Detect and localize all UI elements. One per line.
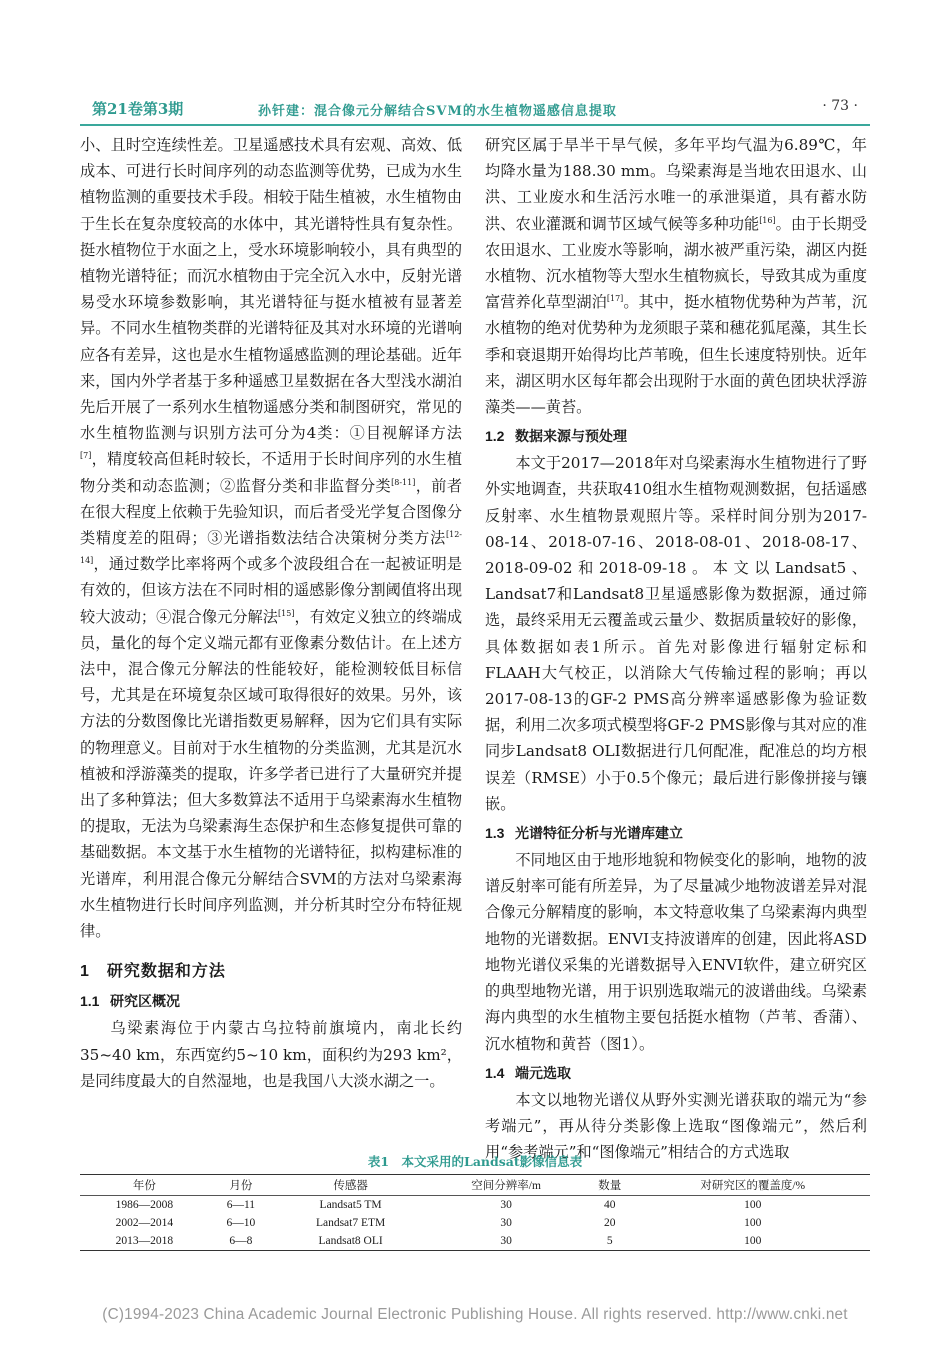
study-area-paragraph: 乌梁素海位于内蒙古乌拉特前旗境内，南北长约35~40 km，东西宽约5~10 km，面积约为293 km²，是同纬度最大的自然湿地，也是我国八大淡水湖之一。 xyxy=(80,1019,462,1090)
subsection-heading: 1.3 光谱特征分析与光谱库建立 xyxy=(485,825,683,842)
table-cell: 100 xyxy=(744,1199,762,1211)
citation[interactable]: [8-11] xyxy=(391,477,416,487)
running-title: 孙钎建：混合像元分解结合SVM的水生植物遥感信息提取 xyxy=(258,104,617,119)
subsection-heading: 1.4 端元选取 xyxy=(485,1064,571,1081)
header-rule xyxy=(80,124,870,126)
copyright-footer: (C)1994-2023 China Academic Journal Electronic Publishing House. All rights reserved. http://www.cnki.net xyxy=(102,1306,848,1323)
endmember-paragraph: 本文以地物光谱仪从野外实测光谱获取的端元为“参考端元”，再从待分类影像上选取“图像端元”，然后利用“参考端元”和“图像端元”相结合的方式选取 xyxy=(485,1090,867,1162)
table-cell: 5 xyxy=(606,1235,613,1247)
left-column xyxy=(80,132,462,1094)
citation[interactable]: [7] xyxy=(80,451,92,461)
col-header: 空间分辨率/m xyxy=(471,1180,541,1192)
col-header: 年份 xyxy=(132,1180,156,1192)
table-cell: 1986—2008 xyxy=(115,1199,174,1211)
table-cell: 30 xyxy=(500,1199,512,1211)
spectral-paragraph: 不同地区由于地形地貌和物候变化的影响，地物的波谱反射率可能有所差异，为了尽量减少地物波谱差异对混合像元分解精度的影响，本文特意收集了乌梁素海内典型地物的光谱数据。ENVI支持波谱库的创建，因此将ASD地物光谱仪采集的光谱数据导入ENVI软件，建立研究区的典型地物光谱，用于识别选取端元的波谱曲线。乌梁素海内典型的水生植物主要包括挺水植物（芦苇、香蒲）、沉水植物和黄苔（图1）。 xyxy=(485,851,867,1053)
table-cell: Landsat8 OLI xyxy=(318,1235,383,1247)
citation[interactable]: [15] xyxy=(278,608,295,618)
col-header: 传感器 xyxy=(333,1180,368,1192)
table-cell: 100 xyxy=(744,1235,762,1247)
data-source-paragraph: 本文于2017—2018年对乌梁素海水生植物进行了野外实地调查，共获取410组水生植物观测数据，包括遥感反射率、水生植物景观照片等。采样时间分别为2017-08-14、2018-07-16、2018-08-01、2018-08-17、2018-09-02和2018-09-18。本文以Landsat5、Landsat7和Landsat8卫星遥感影像为数据源，通过筛选，最终采用无云覆盖或云量少、数据质量较好的影像，具体数据如表1所示。首先对影像进行辐射定标和FLAAH大气校正，以消除大气传输过程的影响；再以2017-08-13的GF-2 PMS高分辨率遥感影像为验证数据，利用二次多项式模型将GF-2 PMS影像与其对应的准同步Landsat8 OLI数据进行几何配准，配准总的均方根误差（RMSE）小于0.5个像元；最后进行影像拼接与镶嵌。 xyxy=(485,454,867,813)
table-cell: 20 xyxy=(604,1217,616,1229)
page-number: · 73 · xyxy=(822,98,858,114)
study-area-continued: 研究区属于旱半干旱气候，多年平均气温为6.89℃，年均降水量为188.30 mm。乌梁素海是当地农田退水、山洪、工业废水和生活污水唯一的承泄渠道，具有蓄水防洪、农业灌溉和调节区域气候等多种功能[16]。由于长期受农田退水、工业废水等影响，湖水被严重污染，湖区内挺水植物、沉水植物等大型水生植物疯长，导致其成为重度富营养化草型湖泊[17]。其中，挺水植物优势种为芦苇，沉水植物的绝对优势种为龙须眼子菜和穗花狐尾藻，其生长季和衰退期开始得均比芦苇晚，但生长速度特别快。近年来，湖区明水区每年都会出现附于水面的黄色团块状浮游藻类——黄苔。 xyxy=(485,136,868,417)
subsection-heading: 1.1 研究区概况 xyxy=(80,993,180,1010)
citation[interactable]: [16] xyxy=(759,215,776,225)
right-column xyxy=(485,132,867,1165)
section-heading: 1 研究数据和方法 xyxy=(80,963,226,981)
table-cell: 6—8 xyxy=(229,1235,253,1247)
col-header: 数量 xyxy=(598,1180,622,1192)
intro-paragraph: 小、且时空连续性差。卫星遥感技术具有宏观、高效、低成本、可进行长时间序列的动态监测等优势，已成为水生植物监测的重要技术手段。相较于陆生植被，水生植物由于生长在复杂度较高的水体中，其光谱特性具有复杂性。挺水植物位于水面之上，受水环境影响较小，具有典型的植物光谱特征；而沉水植物由于完全沉入水中，反射光谱易受水环境参数影响，其光谱特征与挺水植被有显著差异。不同水生植物类群的光谱特征及其对水环境的光谱响应各有差异，这也是水生植物遥感监测的理论基础。近年来，国内外学者基于多种遥感卫星数据在各大型浅水湖泊先后开展了一系列水生植物遥感分类和制图研究，常见的水生植物监测与识别方法可分为4类：①目视解译方法[7]，精度较高但耗时较长，不适用于长时间序列的水生植物分类和动态监测；②监督分类和非监督分类[8-11]，前者在很大程度上依赖于先验知识，而后者受光学复合图像分类精度差的阻碍；③光谱指数法结合决策树分类方法[12-14]，通过数学比率将两个或多个波段组合在一起被证明是有效的，但该方法在不同时相的遥感影像分割阈值将出现较大波动；④混合像元分解法[15]，有效定义独立的终端成员，量化的每个定义端元都有亚像素分数估计。在上述方法中，混合像元分解法的性能较好，能检测较低目标信号，尤其是在环境复杂区域可取得很好的效果。另外，该方法的分数图像比光谱指数更易解释，因为它们具有实际的物理意义。目前对于水生植物的分类监测，尤其是沉水植被和浮游藻类的提取，许多学者已进行了大量研究并提出了多种算法；但大多数算法不适用于乌梁素海水生植物的提取，无法为乌梁素海生态保护和生态修复提供可靠的基础数据。本文基于水生植物的光谱特征，拟构建标准的光谱库，利用混合像元分解结合SVM的方法对乌梁素海水生植物进行长时间序列监测，并分析其时空分布特征规律。 xyxy=(80,136,463,941)
table-row xyxy=(80,1232,870,1251)
table-cell: Landsat5 TM xyxy=(319,1199,382,1211)
table-row xyxy=(80,1196,870,1215)
table-cell: 6—11 xyxy=(226,1199,256,1211)
col-header: 对研究区的覆盖度/% xyxy=(700,1180,806,1192)
table-header-row xyxy=(80,1175,870,1196)
table-1 xyxy=(80,1152,870,1251)
table-cell: 2013—2018 xyxy=(115,1235,174,1247)
table-cell: Landsat7 ETM xyxy=(315,1217,386,1229)
table-cell: 30 xyxy=(500,1235,512,1247)
table-caption: 表1 本文采用的Landsat影像信息表 xyxy=(367,1154,583,1169)
table-cell: 2002—2014 xyxy=(115,1217,174,1229)
table-row xyxy=(80,1214,870,1232)
citation[interactable]: [12-14] xyxy=(80,529,462,566)
running-header xyxy=(80,98,870,122)
table-cell: 30 xyxy=(500,1217,512,1229)
table-cell: 100 xyxy=(744,1217,762,1229)
col-header: 月份 xyxy=(229,1180,253,1192)
landsat-table xyxy=(80,1174,870,1251)
citation[interactable]: [17] xyxy=(606,294,624,304)
journal-volume: 第21卷第3期 xyxy=(92,100,184,118)
table-cell: 6—10 xyxy=(226,1217,256,1229)
table-cell: 40 xyxy=(604,1199,616,1211)
subsection-heading: 1.2 数据来源与预处理 xyxy=(485,428,627,445)
